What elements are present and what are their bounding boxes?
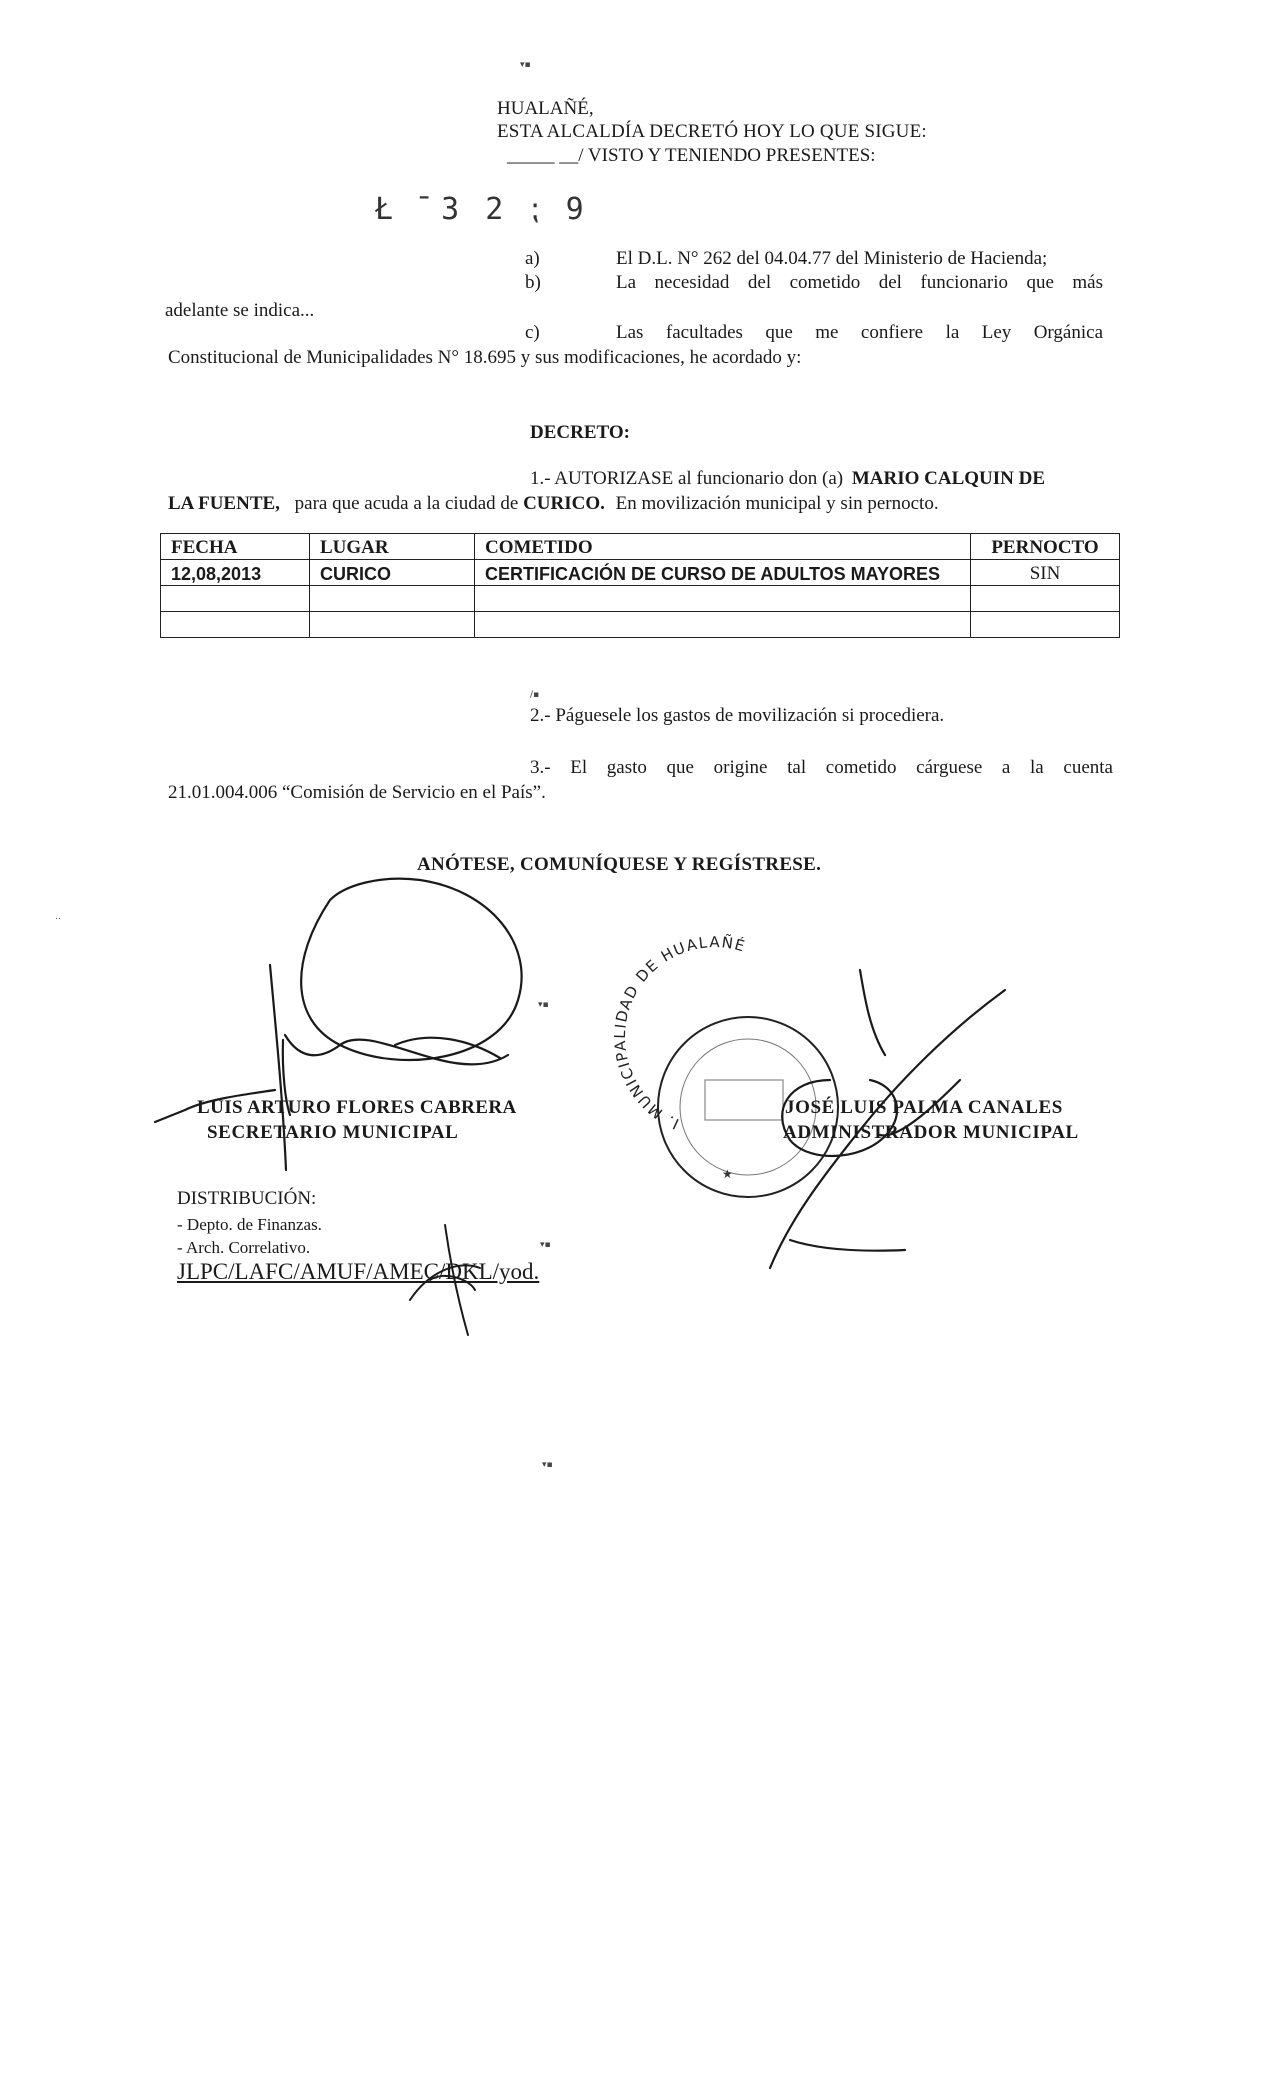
header-lugar: LUGAR xyxy=(310,534,475,560)
article-1-prefix: 1.- AUTORIZASE al funcionario don (a) xyxy=(530,468,844,489)
article-1-middle: para que acuda a la ciudad de xyxy=(294,493,519,514)
header-cometido: COMETIDO xyxy=(475,534,971,560)
article-3-continuation: 21.01.004.006 “Comisión de Servicio en el País”. xyxy=(168,782,546,803)
header-fecha: FECHA xyxy=(161,534,310,560)
official-name-line-1: MARIO CALQUIN DE xyxy=(851,468,1046,489)
consideration-marker-a: a) xyxy=(525,248,540,269)
consideration-marker-b: b) xyxy=(525,272,541,293)
decree-intro: ESTA ALCALDÍA DECRETÓ HOY LO QUE SIGUE: xyxy=(497,121,927,142)
official-name-line-2: LA FUENTE, xyxy=(168,493,280,514)
consideration-text-b: La necesidad del cometido del funcionario que más xyxy=(616,272,1103,293)
distribution-item: - Arch. Correlativo. xyxy=(177,1238,311,1257)
cell-cometido: CERTIFICACIÓN DE CURSO DE ADULTOS MAYORES xyxy=(475,560,971,586)
scan-mark: ▾▪ xyxy=(540,1240,551,1250)
right-signatory-name: JOSÉ LUIS PALMA CANALES xyxy=(785,1097,1063,1118)
responsibility-initials: JLPC/LAFC/AMUF/AMEC/DKL/yod. xyxy=(177,1259,540,1284)
city-heading: HUALAÑÉ, xyxy=(497,98,594,119)
seal-lettering: I. MUNICIPALIDAD DE HUALAÑÉ xyxy=(610,933,748,1133)
svg-text:★: ★ xyxy=(722,1167,733,1181)
scan-mark: ▾▪ xyxy=(520,60,531,70)
article-3: 3.- El gasto que origine tal cometido cárguese a la cuenta xyxy=(530,757,1113,778)
consideration-marker-c: c) xyxy=(525,322,540,343)
consideration-text-a: El D.L. N° 262 del 04.04.77 del Ministerio de Hacienda; xyxy=(616,248,1048,269)
visto-line: _____ __/ VISTO Y TENIENDO PRESENTES: xyxy=(507,145,876,166)
consideration-text-c: Las facultades que me confiere la Ley Orgánica xyxy=(616,322,1103,343)
decree-title: DECRETO: xyxy=(530,422,630,443)
scan-mark: ▾▪ xyxy=(538,1000,549,1010)
cell-fecha: 12,08,2013 xyxy=(161,560,310,586)
scan-mark: .. xyxy=(55,912,61,922)
closing-formula: ANÓTESE, COMUNÍQUESE Y REGÍSTRESE. xyxy=(417,854,822,875)
decree-number-stamp: Ł ̄ 3 2 ⁏ 9 xyxy=(375,192,588,227)
cell-pernocto: SIN xyxy=(971,560,1120,586)
destination-city: CURICO. xyxy=(523,493,605,514)
scan-mark: /▪ xyxy=(530,690,540,700)
left-signatory-title: SECRETARIO MUNICIPAL xyxy=(207,1122,459,1143)
article-1-suffix: En movilización municipal y sin pernocto. xyxy=(615,493,939,514)
consideration-continuation-b: adelante se indica... xyxy=(165,300,315,321)
consideration-continuation-c: Constitucional de Municipalidades N° 18.695 y sus modificaciones, he acordado y: xyxy=(168,347,802,368)
right-signatory-title: ADMINISTRADOR MUNICIPAL xyxy=(783,1122,1079,1143)
distribution-title: DISTRIBUCIÓN: xyxy=(177,1188,317,1209)
header-pernocto: PERNOCTO xyxy=(971,534,1120,560)
article-2: 2.- Páguesele los gastos de movilización si procediera. xyxy=(530,705,945,726)
cell-lugar: CURICO xyxy=(310,560,475,586)
left-signatory-name: LUIS ARTURO FLORES CABRERA xyxy=(197,1097,517,1118)
distribution-item: - Depto. de Finanzas. xyxy=(177,1215,322,1234)
scan-mark: ▾▪ xyxy=(542,1460,553,1470)
